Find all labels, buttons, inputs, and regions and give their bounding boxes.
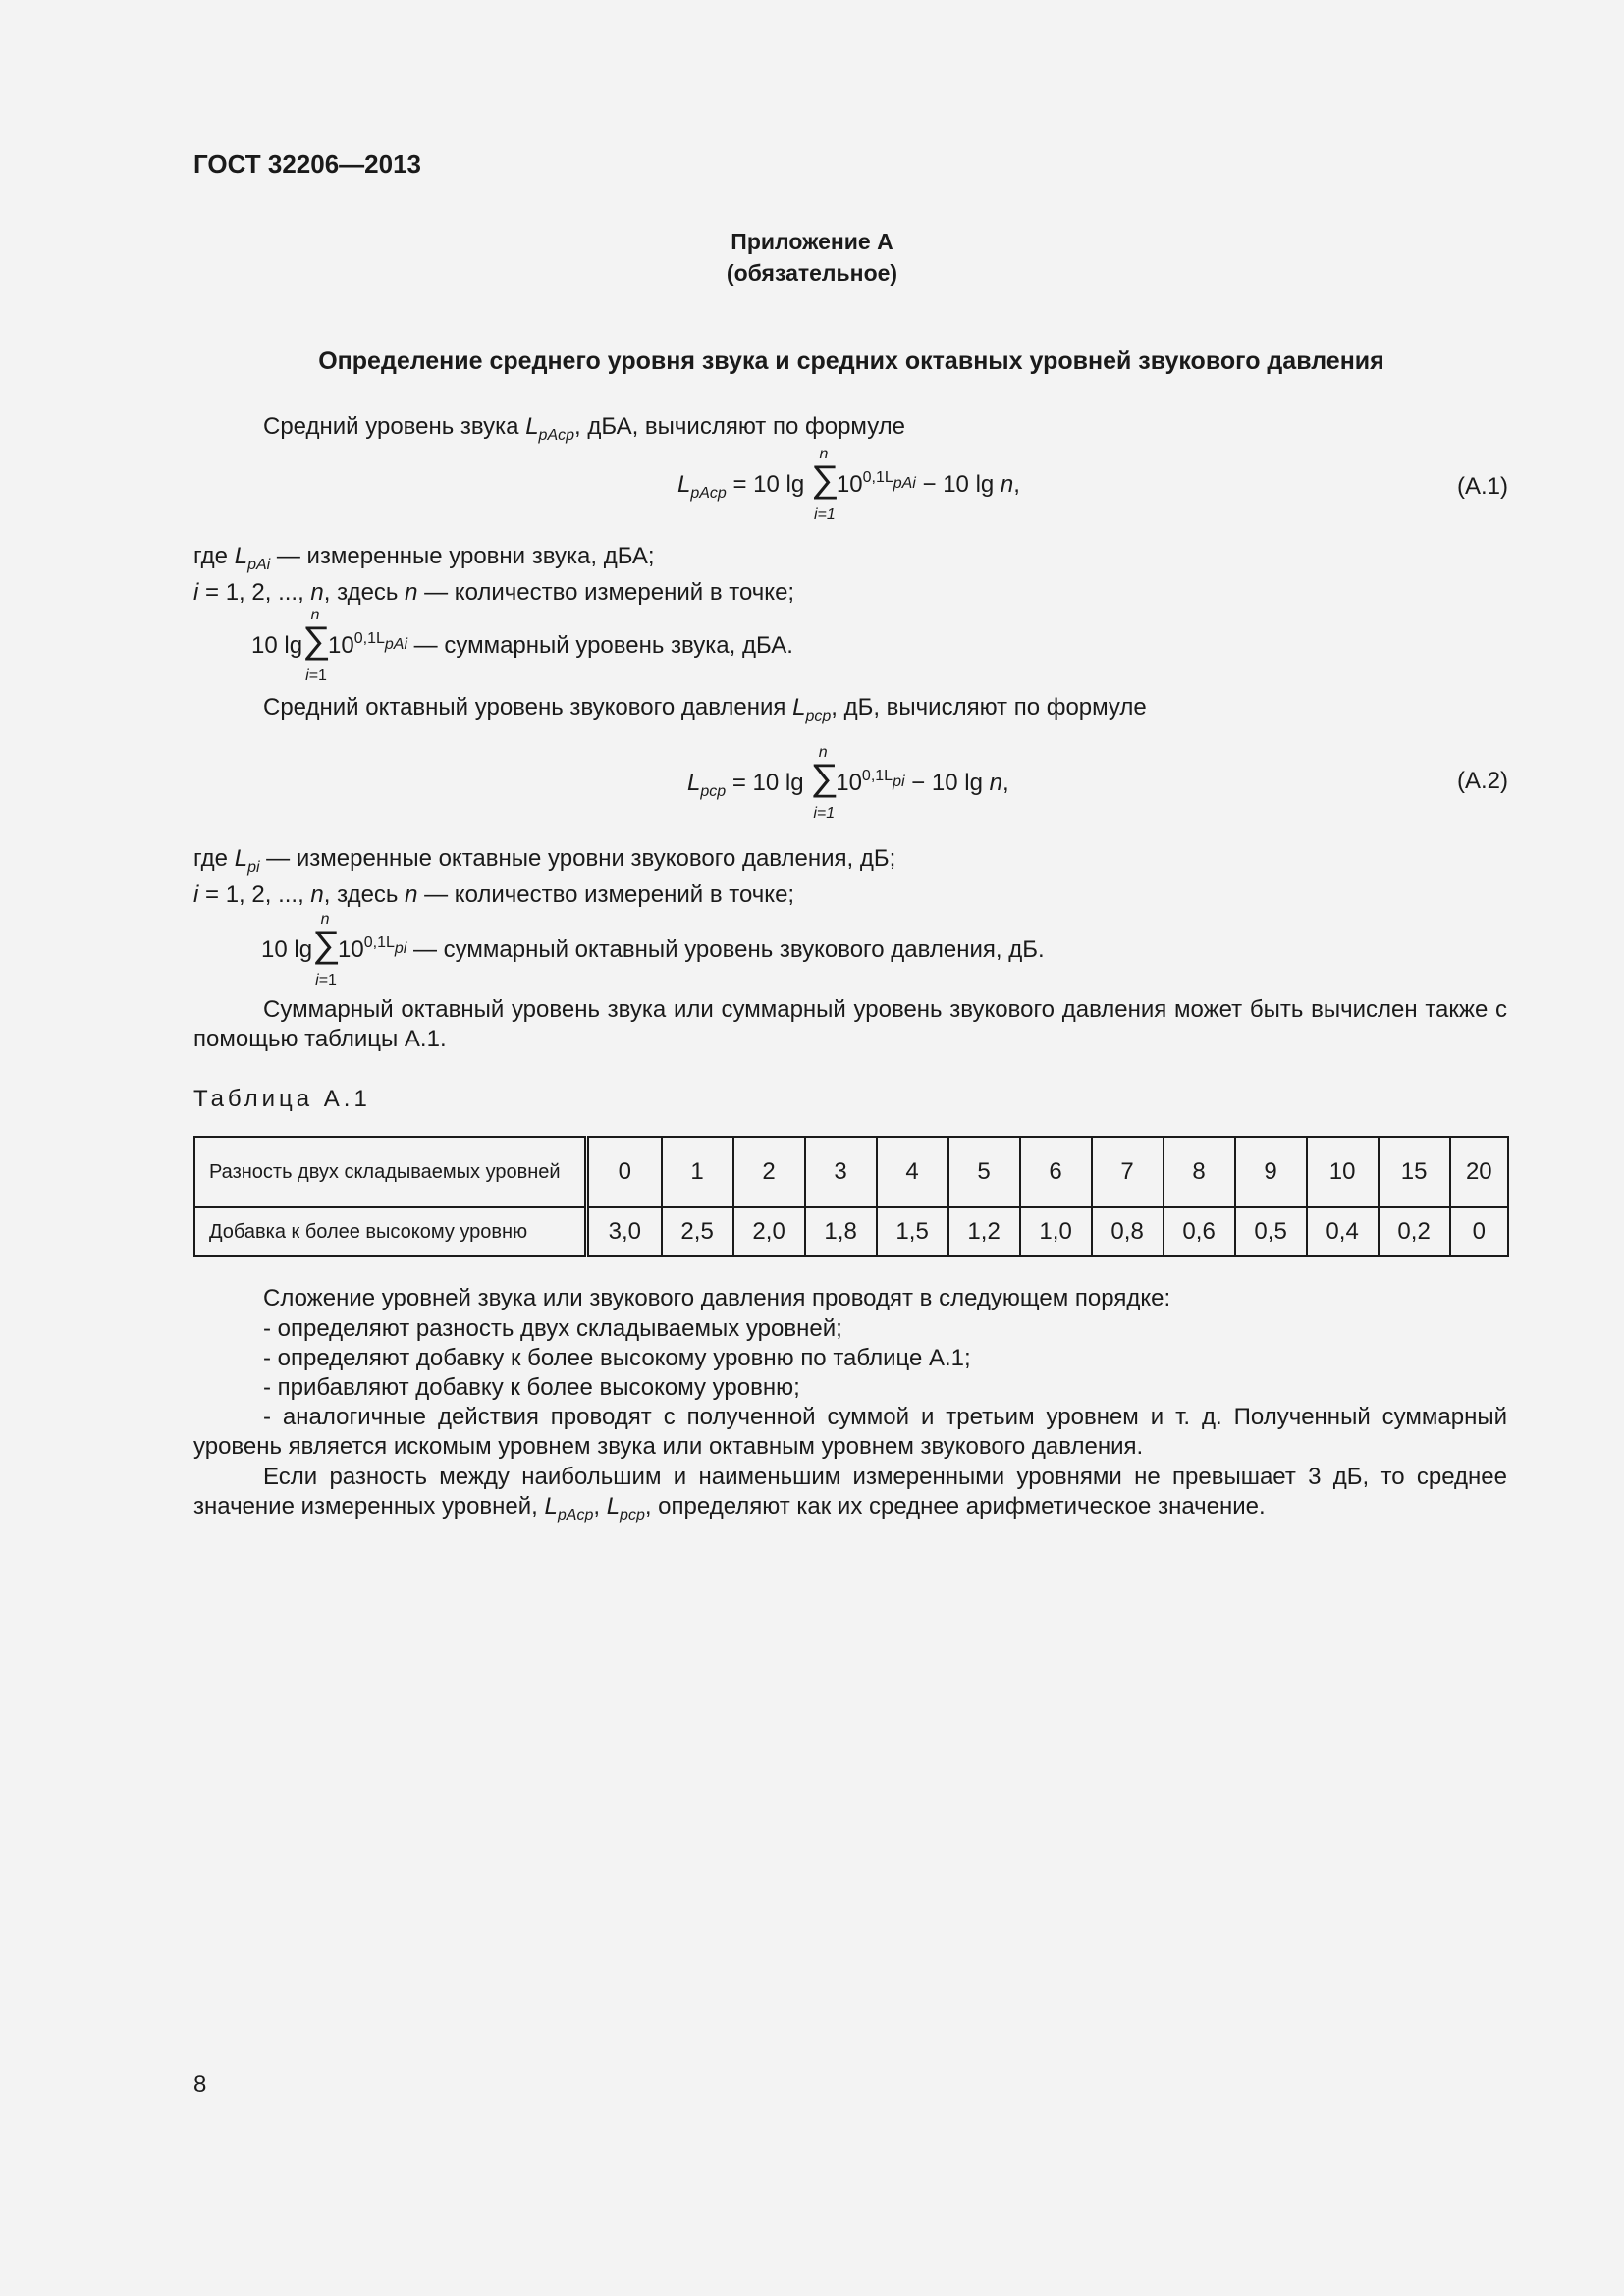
document-header: ГОСТ 32206—2013: [193, 149, 421, 179]
paragraph-2: Средний октавный уровень звукового давления $L_{pср}$, дБ, вычисляют по формуле: [263, 694, 1147, 724]
table-cell: 2,0: [733, 1207, 805, 1256]
sum-symbol: n ∑ i=1: [810, 446, 839, 523]
table-cell: 4: [877, 1137, 948, 1207]
where2-line2: i = 1, 2, ..., n, здесь n — количество измерений в точке;: [193, 881, 795, 908]
table-cell: 2: [733, 1137, 805, 1207]
where1-line2: i = 1, 2, ..., n, здесь n — количество измерений в точке;: [193, 579, 795, 606]
table-cell: 0: [1450, 1207, 1508, 1256]
table-cell: 1,0: [1020, 1207, 1092, 1256]
paragraph-1: Средний уровень звука $L_{pAср}$, дБА, вычисляют по формуле: [263, 413, 906, 444]
procedure-step-3: - прибавляют добавку к более высокому уровню;: [263, 1374, 800, 1401]
row-label-difference: Разность двух складываемых уровней: [194, 1137, 587, 1207]
table-cell: 1,5: [877, 1207, 948, 1256]
where1-line1: где $L_{pAi}$ — измеренные уровни звука, дБА;: [193, 543, 655, 573]
where1-line3: 10 lg n ∑ i=1 $10^{0,1L_{pAi}}$ — суммарный уровень звука, дБА.: [251, 607, 793, 684]
formula-a2-number: (А.2): [1456, 768, 1508, 794]
table-cell: 1,8: [805, 1207, 877, 1256]
table-row-addition: [194, 1207, 1508, 1256]
row-label-addition: Добавка к более высокому уровню: [194, 1207, 587, 1256]
appendix-type: (обязательное): [726, 260, 898, 286]
paragraph-3: Суммарный октавный уровень звука или суммарный уровень звукового давления может быть вычислен также с помощью таблицы А.1.: [193, 996, 1507, 1052]
section-title: Определение среднего уровня звука и средних октавных уровней звукового давления: [318, 347, 1384, 375]
where2-line1: где $L_{pi}$ — измеренные октавные уровни звукового давления, дБ;: [193, 845, 896, 876]
formula-a2: $L_{pср} = 10$ lg n ∑ i=1 $10^{0,1L_{pi}} - 10$ lg n,: [687, 744, 1009, 822]
table-cell: 0,5: [1235, 1207, 1307, 1256]
table-row-difference: [194, 1137, 1508, 1207]
table-cell: 15: [1379, 1137, 1450, 1207]
table-cell: 3,0: [587, 1207, 662, 1256]
table-caption: Таблица А.1: [193, 1086, 371, 1112]
page-number: 8: [193, 2071, 207, 2098]
table-cell: 10: [1307, 1137, 1379, 1207]
sum-symbol: n ∑ i=1: [312, 911, 341, 988]
sum-symbol: n ∑ i=1: [810, 744, 839, 822]
table-cell: 8: [1164, 1137, 1235, 1207]
table-cell: 0,8: [1092, 1207, 1164, 1256]
table-a1: [193, 1136, 1509, 1257]
table-cell: 0,6: [1164, 1207, 1235, 1256]
formula-a1-number: (А.1): [1456, 473, 1508, 500]
table-cell: 0,2: [1379, 1207, 1450, 1256]
sum-symbol: n ∑ i=1: [302, 607, 331, 684]
appendix-title: Приложение А: [731, 229, 893, 254]
table-cell: 7: [1092, 1137, 1164, 1207]
table-cell: 0,4: [1307, 1207, 1379, 1256]
table-cell: 3: [805, 1137, 877, 1207]
table-cell: 1: [662, 1137, 733, 1207]
where2-line3: 10 lg n ∑ i=1 $10^{0,1L_{pi}}$ — суммарный октавный уровень звукового давления, дБ.: [261, 911, 1045, 988]
table-cell: 0: [587, 1137, 662, 1207]
table-cell: 20: [1450, 1137, 1508, 1207]
table-cell: 1,2: [948, 1207, 1020, 1256]
final-paragraph: Если разность между наибольшим и наименьшим измеренными уровнями не превышает 3 дБ, то среднее значение измеренных уровней, $L_{pAср}$, $L_{pср}$, определяют как их среднее арифметическое значение.: [193, 1464, 1507, 1523]
table-cell: 6: [1020, 1137, 1092, 1207]
procedure-step-2: - определяют добавку к более высокому уровню по таблице А.1;: [263, 1345, 971, 1371]
procedure-step-1: - определяют разность двух складываемых уровней;: [263, 1315, 842, 1342]
formula-a1: $L_{pAср} = 10$ lg n ∑ i=1 $10^{0,1L_{pAi}} - 10$ lg n,: [677, 446, 1020, 523]
table-cell: 2,5: [662, 1207, 733, 1256]
table-cell: 5: [948, 1137, 1020, 1207]
procedure-intro: Сложение уровней звука или звукового давления проводят в следующем порядке:: [263, 1285, 1171, 1311]
procedure-step-4: - аналогичные действия проводят с полученной суммой и третьим уровнем и т. д. Полученный суммарный уровень является искомым уровнем звука или октавным уровнем звукового давления.: [193, 1404, 1507, 1460]
table-cell: 9: [1235, 1137, 1307, 1207]
